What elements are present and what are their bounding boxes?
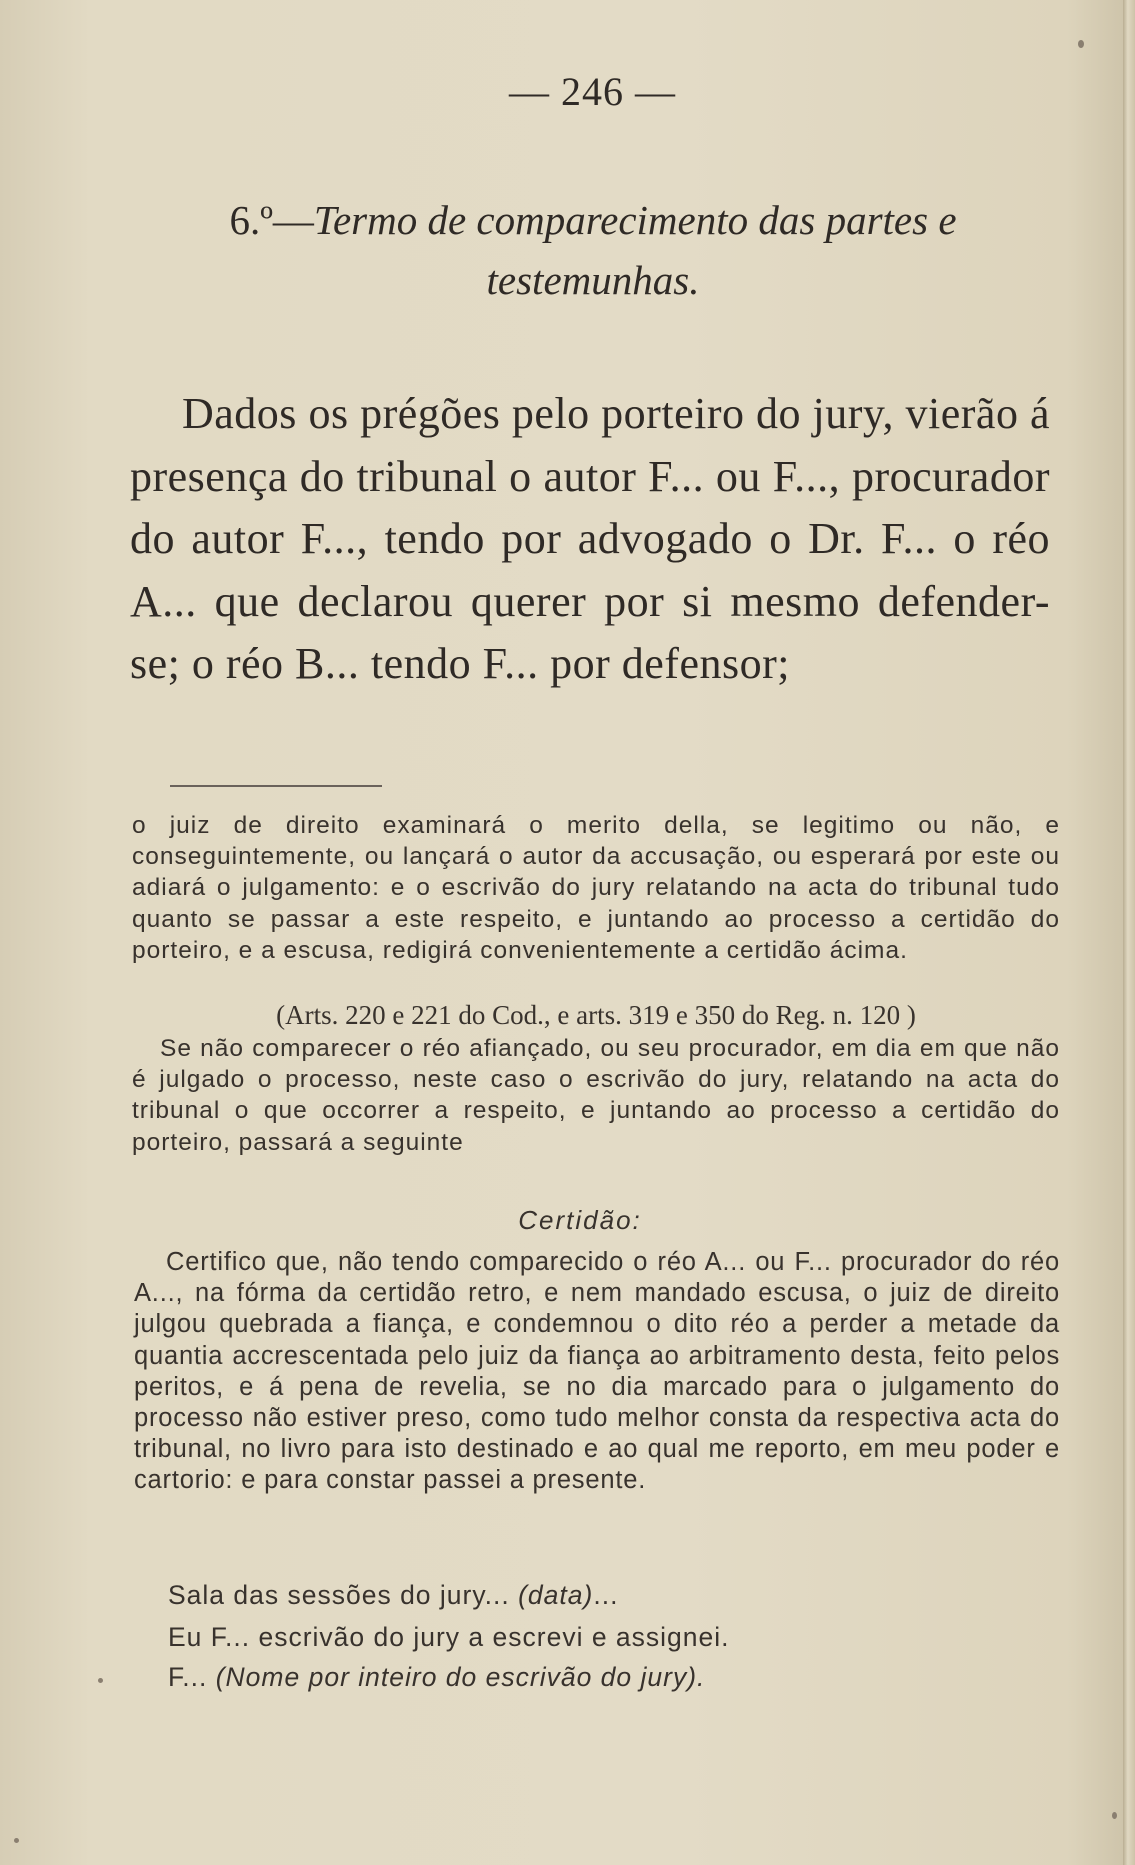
clerk-name-italic: (Nome por inteiro do escrivão do jury).: [215, 1662, 706, 1692]
note-paragraph-2: Se não comparecer o réo afiançado, ou seu procurador, em dia em que não é julgado o processo, neste caso o escrivão do jury, relatando na acta do tribunal o que occorrer a respeito, e juntando ao processo a certidão do porteiro, passará a seguinte: [132, 1035, 1060, 1156]
paper-speck: [14, 1838, 19, 1843]
clerk-name-prefix: F...: [168, 1662, 208, 1692]
certificate-body: Certifico que, não tendo comparecido o réo A... ou F... procurador do réo A..., na fórma da certidão retro, e nem mandado escusa, o juiz de direito julgou quebrada a fiança, e condemnou o dito réo a perder a metade da quantia accrescentada pelo juiz da fiança ao arbitramento desta, feito pelos peritos, e á pena de revelia, se no dia marcado para o julgamento do processo não estiver preso, como tudo melhor consta da respectiva acta do tribunal, no livro para isto destinado e ao qual me reporto, em meu poder e cartorio: e para constar passei a presente.: [134, 1248, 1060, 1495]
legal-reference: (Arts. 220 e 221 do Cod., e arts. 319 e 350 do Reg. n. 120 ): [276, 1000, 916, 1030]
clerk-name-line: [168, 1662, 705, 1693]
page-number: — 246 —: [509, 69, 676, 114]
page-edge: [1123, 0, 1135, 1865]
section-number: 6.º—: [229, 197, 314, 243]
section-heading: [128, 190, 1058, 310]
main-paragraph: Dados os prégões pelo porteiro do jury, vierão á presença do tribunal o autor F... ou F..., procurador do autor F..., tendo por advogado o Dr. F... o réo A... que declarou querer por si mesmo defender-se; o réo B... tendo F... por defensor;: [130, 389, 1050, 688]
section-title: Termo de comparecimento das partes e testemunhas.: [313, 197, 957, 303]
certificate-label: Certidão:: [518, 1205, 642, 1235]
place-date: (data): [518, 1580, 594, 1610]
paper-speck: [1078, 40, 1084, 48]
place-suffix: ...: [593, 1580, 619, 1610]
place-date-line: [168, 1580, 618, 1611]
paper-speck: [1112, 1812, 1117, 1819]
note-paragraph-1: o juiz de direito examinará o merito della, se legitimo ou não, e conseguintemente, ou lançará o autor da accusação, ou esperará por este ou adiará o julgamento: e o escrivão do jury relatando na acta do tribunal tudo quanto se passar a este respeito, e juntando ao processo a certidão do porteiro, e a escusa, redigirá convenientemente a certidão ácima.: [132, 812, 1060, 964]
footnote-divider: [170, 785, 382, 787]
paper-speck: [98, 1678, 103, 1683]
place-prefix: Sala das sessões do jury...: [168, 1580, 510, 1610]
signature-line: Eu F... escrivão do jury a escrevi e assignei.: [168, 1622, 730, 1652]
